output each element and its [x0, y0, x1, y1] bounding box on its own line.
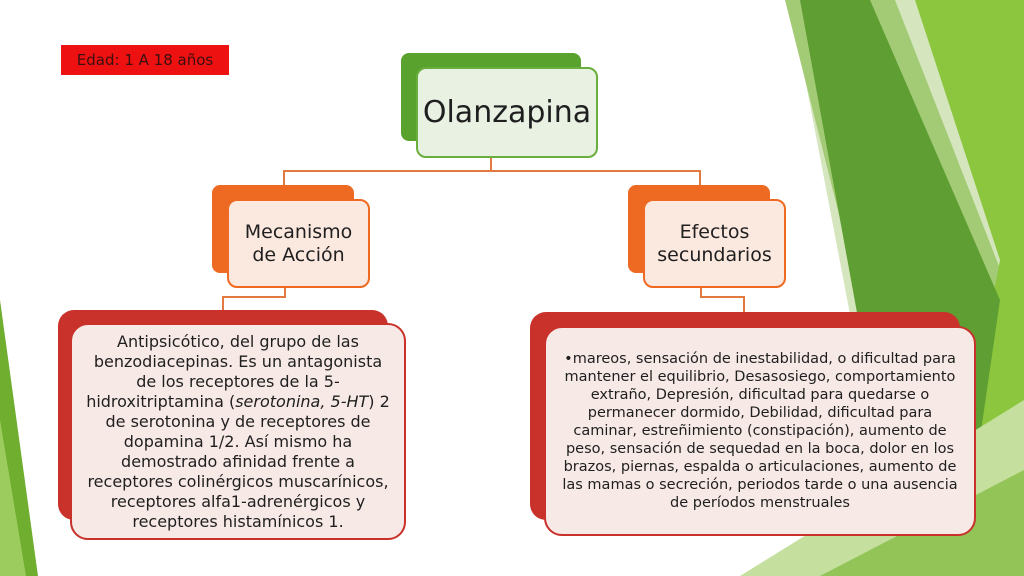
connector-left-vertical: [283, 170, 285, 186]
side-effects-content-text: •mareos, sensación de inestabilidad, o dificultad para mantener el equilibrio, Desasosiego, comportamiento extraño, Depresión, dificultad para quedarse o permanecer dormido, Debilidad, dificultad para caminar, estreñimiento (constipación), aumento de peso, sensación de sequedad en la boca, dolor en los brazos, piernas, espalda o articulaciones, aumento de las mamas o secreción, periodos tarde o una ausencia de períodos menstruales: [562, 351, 958, 511]
mechanism-node-label: Mecanismo de Acción: [244, 220, 353, 266]
side-effects-content: [544, 326, 976, 536]
side-effects-node-label: Efectos secundarios: [657, 220, 772, 266]
mechanism-text-part-2: ) 2 de serotonina y de receptores de dopamina 1/2. Así mismo ha demostrado afinidad frente a receptores colinérgicos muscarínicos, receptores alfa1-adrenérgicos y receptores histamínicos 1.: [87, 391, 390, 531]
root-node-label: Olanzapina: [422, 95, 592, 130]
connector-right-horizontal: [700, 296, 744, 298]
mechanism-content: [70, 323, 406, 540]
connector-horizontal: [283, 170, 701, 172]
age-badge: [61, 45, 229, 75]
age-badge-text: Edad: 1 A 18 años: [76, 51, 214, 69]
root-node: [416, 67, 598, 158]
connector-left-horizontal: [222, 296, 286, 298]
mechanism-node: [227, 199, 370, 288]
mechanism-text-italic: serotonina, 5-HT: [235, 391, 369, 411]
side-effects-node: [643, 199, 786, 288]
connector-left-down-2: [222, 296, 224, 310]
connector-right-vertical: [699, 170, 701, 186]
mechanism-content-text: [84, 332, 392, 532]
mechanism-text-part-1: Antipsicótico, del grupo de las benzodiacepinas. Es un antagonista de los receptores de la 5-hidroxitriptamina (: [86, 331, 383, 411]
connector-right-down-2: [743, 296, 745, 312]
